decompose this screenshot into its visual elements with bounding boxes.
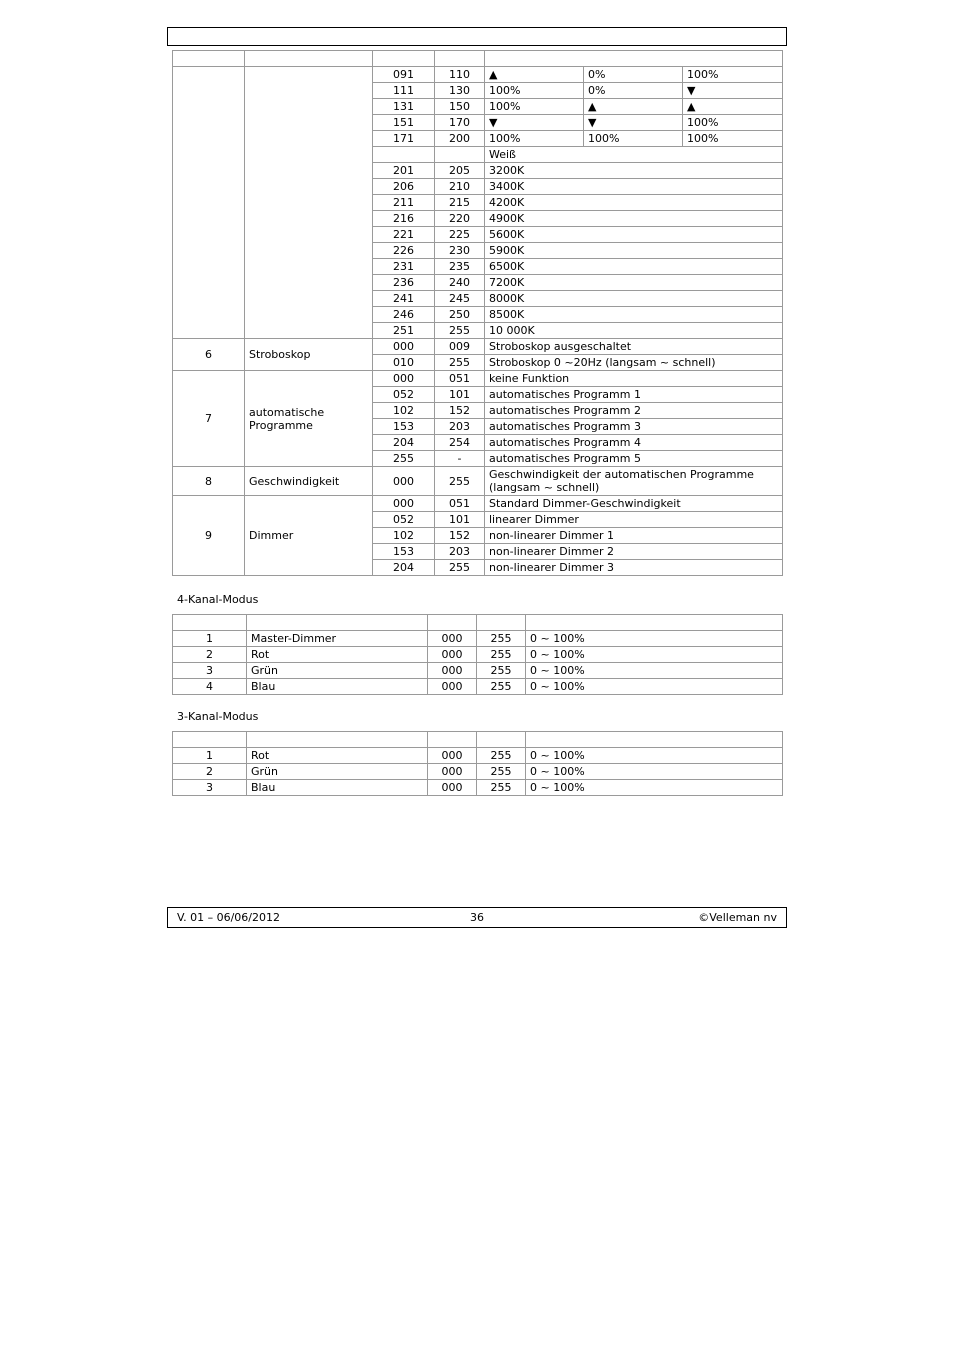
temp-value: 7200K xyxy=(485,275,783,291)
range-from: 102 xyxy=(373,528,435,544)
range-from: 000 xyxy=(428,780,477,796)
range-from: 153 xyxy=(373,544,435,560)
channel-name: Master-Dimmer xyxy=(247,631,428,647)
function-value: 0 ~ 100% xyxy=(526,780,783,796)
temp-value: 8000K xyxy=(485,291,783,307)
function-value: non-linearer Dimmer 3 xyxy=(485,560,783,576)
color-value: ▼ xyxy=(485,115,584,131)
function-value: Stroboskop ausgeschaltet xyxy=(485,339,783,355)
range-to: 150 xyxy=(435,99,485,115)
table-header-row xyxy=(173,732,783,748)
range-to: 101 xyxy=(435,512,485,528)
range-from: 010 xyxy=(373,355,435,371)
range-to: 225 xyxy=(435,227,485,243)
table-row xyxy=(173,679,783,695)
range-from: 111 xyxy=(373,83,435,99)
range-from: 052 xyxy=(373,387,435,403)
range-to: 255 xyxy=(477,647,526,663)
range-to: 235 xyxy=(435,259,485,275)
range-to: 255 xyxy=(477,631,526,647)
channel-number: 2 xyxy=(173,647,247,663)
color-value: ▲ xyxy=(584,99,683,115)
range-to: 255 xyxy=(435,467,485,496)
range-from: 171 xyxy=(373,131,435,147)
range-to: 220 xyxy=(435,211,485,227)
range-to: 200 xyxy=(435,131,485,147)
range-from: 000 xyxy=(428,647,477,663)
range-from: 153 xyxy=(373,419,435,435)
range-to: 009 xyxy=(435,339,485,355)
range-to: 203 xyxy=(435,419,485,435)
temp-value: 8500K xyxy=(485,307,783,323)
color-value: 100% xyxy=(485,99,584,115)
range-to: 152 xyxy=(435,403,485,419)
channel-name: Grün xyxy=(247,663,428,679)
temp-value: 5900K xyxy=(485,243,783,259)
range-from: 000 xyxy=(373,371,435,387)
range-to: 215 xyxy=(435,195,485,211)
range-to: 152 xyxy=(435,528,485,544)
range-to: 245 xyxy=(435,291,485,307)
table-row xyxy=(173,339,783,355)
function-value: 0 ~ 100% xyxy=(526,748,783,764)
range-from: 216 xyxy=(373,211,435,227)
table-row xyxy=(173,67,783,83)
table-header-row xyxy=(173,615,783,631)
range-from: 000 xyxy=(428,679,477,695)
table-row xyxy=(173,663,783,679)
range-from: 255 xyxy=(373,451,435,467)
temp-value: 4200K xyxy=(485,195,783,211)
color-value: 100% xyxy=(683,115,783,131)
color-value: 100% xyxy=(683,131,783,147)
range-to: 255 xyxy=(477,663,526,679)
range-to: 051 xyxy=(435,496,485,512)
range-from: 231 xyxy=(373,259,435,275)
color-value: ▼ xyxy=(683,83,783,99)
three-channel-title: 3-Kanal-Modus xyxy=(177,710,259,723)
range-to: 130 xyxy=(435,83,485,99)
function-value: 0 ~ 100% xyxy=(526,764,783,780)
function-value: automatisches Programm 1 xyxy=(485,387,783,403)
function-value: automatisches Programm 3 xyxy=(485,419,783,435)
page-footer xyxy=(167,907,787,928)
channel-name: Blau xyxy=(247,780,428,796)
footer-copyright: ©Velleman nv xyxy=(698,911,777,924)
range-to: 255 xyxy=(477,780,526,796)
range-from: 000 xyxy=(373,467,435,496)
color-value: 100% xyxy=(683,67,783,83)
page-header-box xyxy=(167,27,787,46)
function-value: non-linearer Dimmer 1 xyxy=(485,528,783,544)
range-to: 255 xyxy=(477,679,526,695)
function-value: 0 ~ 100% xyxy=(526,631,783,647)
function-value: 0 ~ 100% xyxy=(526,663,783,679)
table-row xyxy=(173,496,783,512)
channel-name: Stroboskop xyxy=(245,339,373,371)
table-row xyxy=(173,764,783,780)
range-from: 000 xyxy=(428,748,477,764)
range-from: 000 xyxy=(428,764,477,780)
range-from: 251 xyxy=(373,323,435,339)
channel-name: Rot xyxy=(247,748,428,764)
three-channel-table xyxy=(172,731,783,796)
range-from: 091 xyxy=(373,67,435,83)
table-row xyxy=(173,647,783,663)
range-from: 211 xyxy=(373,195,435,211)
range-to: 051 xyxy=(435,371,485,387)
range-from: 102 xyxy=(373,403,435,419)
function-value: 0 ~ 100% xyxy=(526,647,783,663)
channel-name: Rot xyxy=(247,647,428,663)
channel-number: 1 xyxy=(173,631,247,647)
four-channel-title: 4-Kanal-Modus xyxy=(177,593,259,606)
table-row xyxy=(173,748,783,764)
range-from: 246 xyxy=(373,307,435,323)
channel-name: Blau xyxy=(247,679,428,695)
color-value: 100% xyxy=(485,131,584,147)
table-row xyxy=(173,631,783,647)
channel-number: 1 xyxy=(173,748,247,764)
function-value: Standard Dimmer-Geschwindigkeit xyxy=(485,496,783,512)
channel-number: 8 xyxy=(173,467,245,496)
temp-value: 4900K xyxy=(485,211,783,227)
range-to: 210 xyxy=(435,179,485,195)
temp-value: 5600K xyxy=(485,227,783,243)
range-to: 255 xyxy=(477,764,526,780)
color-value: ▲ xyxy=(485,67,584,83)
range-from: 000 xyxy=(373,496,435,512)
color-value: 100% xyxy=(485,83,584,99)
range-from: 204 xyxy=(373,435,435,451)
function-value: automatisches Programm 5 xyxy=(485,451,783,467)
temp-value: 3200K xyxy=(485,163,783,179)
color-value: ▲ xyxy=(683,99,783,115)
temp-value: 6500K xyxy=(485,259,783,275)
channel-name: Dimmer xyxy=(245,496,373,576)
function-value: non-linearer Dimmer 2 xyxy=(485,544,783,560)
range-from: 241 xyxy=(373,291,435,307)
range-to: 101 xyxy=(435,387,485,403)
range-from: 226 xyxy=(373,243,435,259)
white-label: Weiß xyxy=(485,147,783,163)
range-from: 201 xyxy=(373,163,435,179)
range-to: 255 xyxy=(477,748,526,764)
function-value: Stroboskop 0 ~20Hz (langsam ~ schnell) xyxy=(485,355,783,371)
range-to: 240 xyxy=(435,275,485,291)
channel-number: 4 xyxy=(173,679,247,695)
range-to: 254 xyxy=(435,435,485,451)
channel-name: automatische Programme xyxy=(245,371,373,467)
four-channel-table xyxy=(172,614,783,695)
channel-name: Geschwindigkeit xyxy=(245,467,373,496)
function-value: 0 ~ 100% xyxy=(526,679,783,695)
footer-version: V. 01 – 06/06/2012 xyxy=(177,911,280,924)
range-from: 000 xyxy=(428,631,477,647)
range-to: 255 xyxy=(435,355,485,371)
function-value: automatisches Programm 2 xyxy=(485,403,783,419)
function-value: Geschwindigkeit der automatischen Programme (langsam ~ schnell) xyxy=(485,467,783,496)
temp-value: 3400K xyxy=(485,179,783,195)
table-row xyxy=(173,780,783,796)
range-from: 000 xyxy=(428,663,477,679)
range-from: 131 xyxy=(373,99,435,115)
range-to: 250 xyxy=(435,307,485,323)
color-value: 0% xyxy=(584,83,683,99)
channel-name: Grün xyxy=(247,764,428,780)
range-to: 255 xyxy=(435,560,485,576)
range-from: 000 xyxy=(373,339,435,355)
channel-number: 6 xyxy=(173,339,245,371)
footer-page-number: 36 xyxy=(470,911,484,924)
range-from: 151 xyxy=(373,115,435,131)
range-from: 052 xyxy=(373,512,435,528)
color-value: 0% xyxy=(584,67,683,83)
range-from: 204 xyxy=(373,560,435,576)
channel-number: 7 xyxy=(173,371,245,467)
range-to: - xyxy=(435,451,485,467)
range-to: 110 xyxy=(435,67,485,83)
range-to: 170 xyxy=(435,115,485,131)
table-row xyxy=(173,371,783,387)
range-from: 221 xyxy=(373,227,435,243)
range-from: 206 xyxy=(373,179,435,195)
color-value: 100% xyxy=(584,131,683,147)
range-to: 203 xyxy=(435,544,485,560)
table-header-row xyxy=(173,51,783,67)
range-to: 255 xyxy=(435,323,485,339)
color-value: ▼ xyxy=(584,115,683,131)
range-from: 236 xyxy=(373,275,435,291)
channel-number: 3 xyxy=(173,663,247,679)
channel-number: 3 xyxy=(173,780,247,796)
channel-number: 9 xyxy=(173,496,245,576)
temp-value: 10 000K xyxy=(485,323,783,339)
channel-number: 2 xyxy=(173,764,247,780)
range-to: 230 xyxy=(435,243,485,259)
function-value: keine Funktion xyxy=(485,371,783,387)
dmx-channel-table xyxy=(172,50,783,576)
table-row xyxy=(173,467,783,496)
function-value: linearer Dimmer xyxy=(485,512,783,528)
range-to: 205 xyxy=(435,163,485,179)
function-value: automatisches Programm 4 xyxy=(485,435,783,451)
